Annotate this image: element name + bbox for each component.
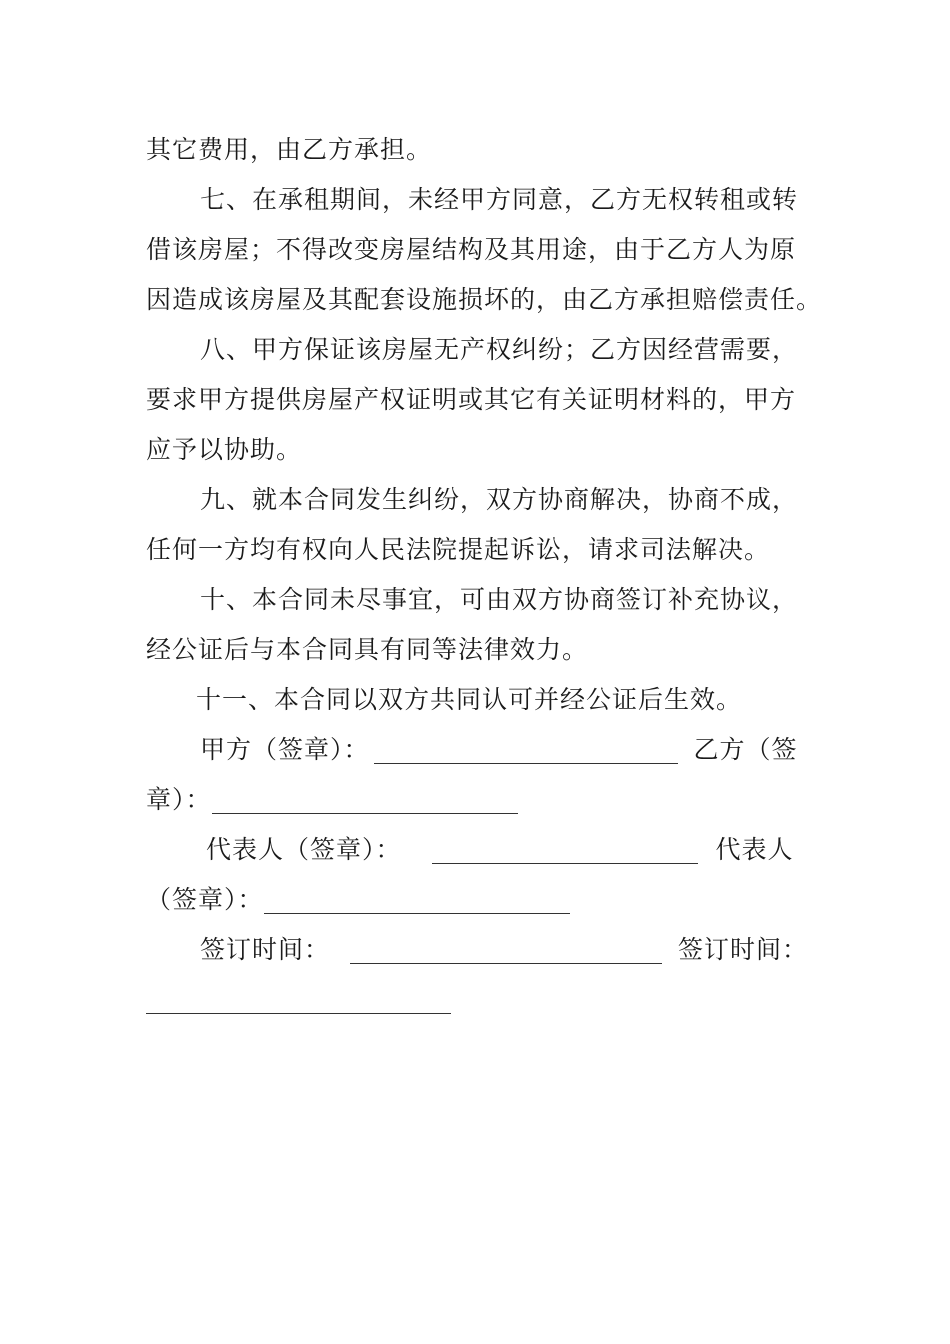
paragraph-line: 任何一方均有权向人民法院提起诉讼，请求司法解决。 — [146, 535, 771, 564]
party-b-signature-field[interactable] — [212, 789, 518, 814]
paragraph-line: 经公证后与本合同具有同等法律效力。 — [146, 635, 589, 664]
date-a-label: 签订时间： — [200, 935, 331, 964]
paragraph-line: 应予以协助。 — [146, 435, 303, 464]
clause-8 — [146, 325, 808, 475]
representative-row — [146, 825, 808, 875]
party-b-label-cont: 章）： — [146, 785, 212, 814]
party-b-label: 乙方（签 — [693, 735, 798, 764]
party-signature-row-cont — [146, 775, 808, 825]
rep-b-signature-field[interactable] — [264, 889, 570, 914]
clause-10 — [146, 575, 808, 675]
clause-7 — [146, 175, 823, 325]
clause-9 — [146, 475, 808, 575]
date-b-label: 签订时间： — [677, 935, 808, 964]
date-b-field[interactable] — [146, 989, 451, 1014]
signature-block — [146, 725, 808, 1025]
party-signature-row — [146, 725, 808, 775]
party-a-signature-field[interactable] — [374, 739, 678, 764]
date-row-cont — [146, 975, 808, 1025]
paragraph-line: 借该房屋；不得改变房屋结构及其用途，由于乙方人为原 — [146, 235, 797, 264]
paragraph-line: 八、甲方保证该房屋无产权纠纷；乙方因经营需要， — [200, 335, 799, 364]
line-text: 七、在承租期间，未经甲方同意，乙方无权转租或转 — [200, 185, 799, 214]
rep-b-label: 代表人 — [715, 835, 794, 864]
date-row — [146, 925, 808, 975]
paragraph-line — [146, 175, 808, 225]
rep-a-signature-field[interactable] — [432, 839, 698, 864]
paragraph-line: 要求甲方提供房屋产权证明或其它有关证明材料的，甲方 — [146, 385, 797, 414]
date-a-field[interactable] — [350, 939, 662, 964]
paragraph-line: 因造成该房屋及其配套设施损坏的，由乙方承担赔偿责任。 — [146, 285, 823, 314]
clause-11 — [146, 675, 808, 725]
party-a-label: 甲方（签章）： — [200, 735, 370, 764]
rep-b-label-cont: （签章）： — [146, 885, 264, 914]
contract-page — [146, 125, 823, 1025]
paragraph-line: 其它费用，由乙方承担。 — [146, 135, 433, 164]
paragraph-line: 十、本合同未尽事宜，可由双方协商签订补充协议， — [200, 585, 799, 614]
paragraph-line: 九、就本合同发生纠纷，双方协商解决，协商不成， — [200, 485, 799, 514]
representative-row-cont — [146, 875, 808, 925]
rep-a-label: 代表人（签章）： — [206, 835, 402, 864]
paragraph-line: 十一、本合同以双方共同认可并经公证后生效。 — [196, 685, 743, 714]
